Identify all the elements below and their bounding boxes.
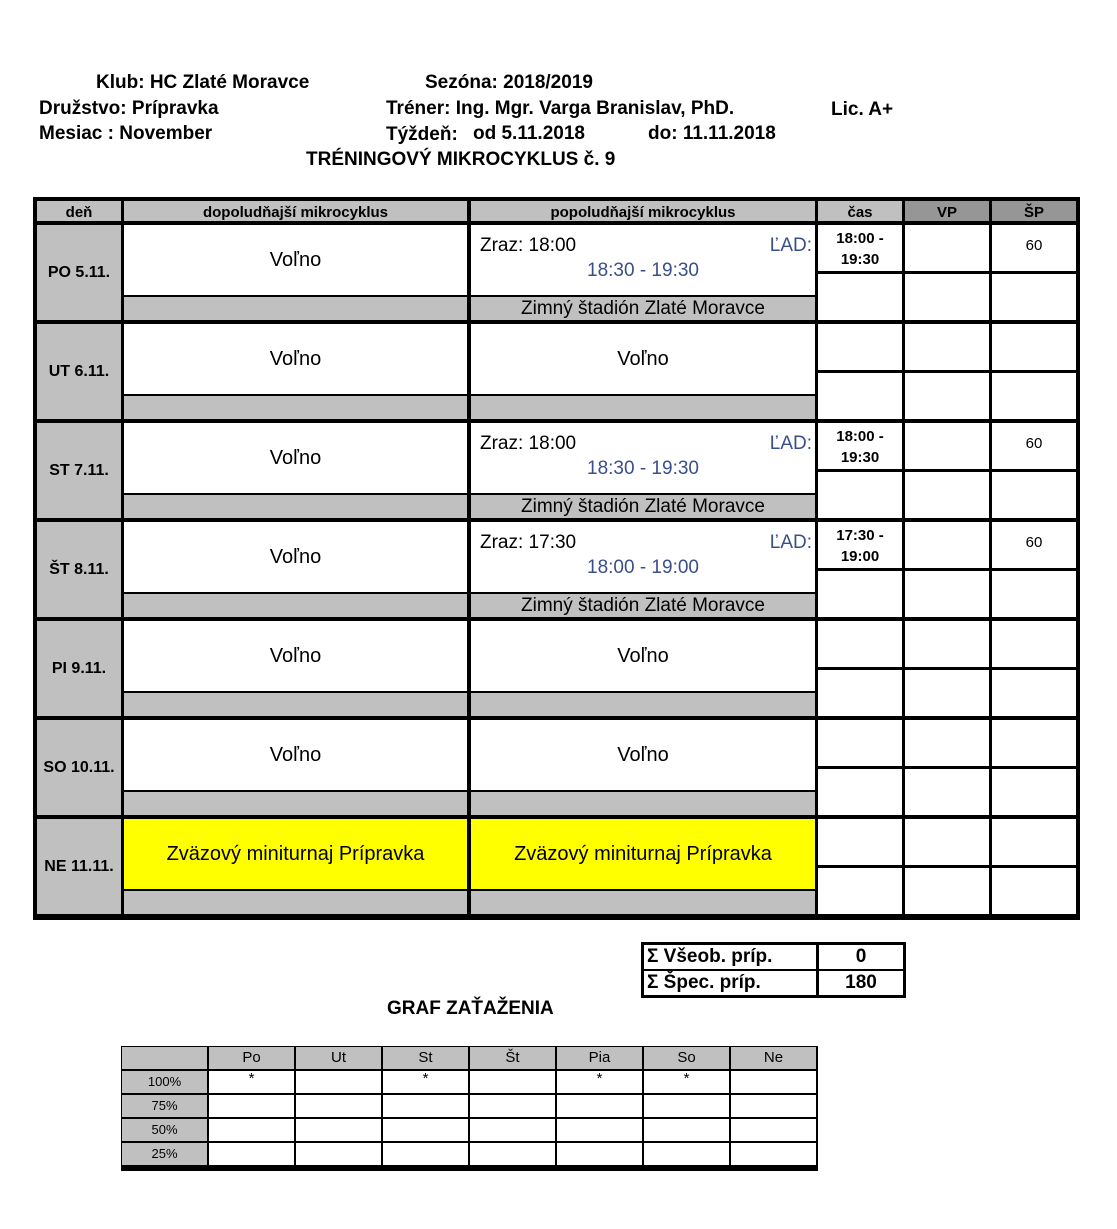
load-mark-cell	[383, 1095, 468, 1117]
vp-cell-lower	[905, 670, 989, 716]
load-day-header: Po	[209, 1047, 294, 1069]
load-mark-cell	[557, 1095, 642, 1117]
season-line	[425, 72, 593, 94]
morning-footer	[124, 594, 467, 617]
time-cell-lower	[818, 670, 902, 716]
venue-name: Zimný štadión Zlaté Moravce	[471, 495, 815, 518]
team-line	[39, 98, 219, 120]
afternoon-footer	[471, 891, 815, 914]
load-chart-corner	[122, 1047, 207, 1069]
vp-cell	[905, 621, 989, 667]
day-label: PI 9.11.	[37, 621, 121, 716]
sp-cell: 60	[992, 423, 1076, 469]
load-day-header: Ne	[731, 1047, 816, 1069]
load-mark-cell	[209, 1119, 294, 1141]
sp-cell: 60	[992, 522, 1076, 568]
time-cell	[818, 225, 902, 271]
day-label: UT 6.11.	[37, 324, 121, 419]
page-title: TRÉNINGOVÝ MIKROCYKLUS č. 9	[306, 149, 616, 170]
morning-footer	[124, 693, 467, 716]
afternoon-activity: Voľno	[471, 621, 815, 691]
vp-cell-lower	[905, 868, 989, 914]
load-mark-cell	[296, 1143, 381, 1165]
load-mark-cell: *	[644, 1071, 729, 1093]
coach-label: Tréner:	[386, 98, 451, 119]
week-label: Týždeň:	[386, 124, 458, 145]
time-cell	[818, 621, 902, 667]
venue-name: Zimný štadión Zlaté Moravce	[471, 297, 815, 320]
afternoon-footer	[471, 693, 815, 716]
load-mark-cell	[731, 1071, 816, 1093]
day-label: ŠT 8.11.	[37, 522, 121, 617]
afternoon-activity: Voľno	[471, 324, 815, 394]
totals-box	[641, 942, 906, 998]
afternoon-activity: Voľno	[471, 720, 815, 790]
load-day-header: St	[383, 1047, 468, 1069]
day-label: PO 5.11.	[37, 225, 121, 320]
load-mark-cell: *	[557, 1071, 642, 1093]
load-level-label: 25%	[122, 1143, 207, 1165]
time-start: 17:30 -	[836, 527, 884, 544]
time-cell-lower	[818, 769, 902, 815]
load-day-header: Pia	[557, 1047, 642, 1069]
day-label: SO 10.11.	[37, 720, 121, 815]
week-from: od 5.11.2018	[473, 123, 585, 144]
load-mark-cell	[731, 1143, 816, 1165]
vp-cell-lower	[905, 373, 989, 419]
morning-footer	[124, 297, 467, 320]
time-cell	[818, 522, 902, 568]
vp-cell	[905, 522, 989, 568]
load-mark-cell	[209, 1143, 294, 1165]
load-day-header: Št	[470, 1047, 555, 1069]
load-mark-cell	[644, 1143, 729, 1165]
sp-cell-lower	[992, 472, 1076, 518]
meeting-time: Zraz: 18:00	[480, 433, 577, 454]
season-value: 2018/2019	[503, 72, 593, 93]
time-cell-lower	[818, 571, 902, 617]
team-value: Prípravka	[131, 98, 219, 119]
morning-activity: Zväzový miniturnaj Prípravka	[124, 819, 467, 889]
total-special-value: 180	[819, 971, 903, 995]
total-general-value: 0	[819, 945, 903, 969]
time-start: 18:00 -	[836, 230, 884, 247]
load-level-label: 75%	[122, 1095, 207, 1117]
load-mark-cell	[383, 1143, 468, 1165]
vp-cell-lower	[905, 769, 989, 815]
club-label: Klub:	[96, 72, 145, 93]
meeting-time: Zraz: 18:00	[480, 235, 577, 256]
sp-cell-lower	[992, 373, 1076, 419]
sp-cell	[992, 720, 1076, 766]
ice-label: ĽAD:	[769, 433, 812, 454]
total-general-label: Σ Všeob. príp.	[644, 945, 816, 969]
morning-footer	[124, 396, 467, 419]
col-header-day: deň	[37, 201, 121, 221]
load-mark-cell	[644, 1119, 729, 1141]
month-line	[39, 123, 212, 145]
morning-activity: Voľno	[124, 621, 467, 691]
sp-cell-lower	[992, 670, 1076, 716]
afternoon-footer	[471, 792, 815, 815]
load-mark-cell	[383, 1119, 468, 1141]
load-mark-cell	[557, 1119, 642, 1141]
load-chart-title: GRAF ZAŤAŽENIA	[387, 998, 554, 1019]
sp-cell: 60	[992, 225, 1076, 271]
month-value: November	[119, 123, 213, 144]
time-start: 18:00 -	[836, 428, 884, 445]
vp-cell	[905, 324, 989, 370]
total-special-label: Σ Špec. príp.	[644, 971, 816, 995]
load-mark-cell: *	[383, 1071, 468, 1093]
load-mark-cell	[296, 1119, 381, 1141]
week-to: do: 11.11.2018	[648, 123, 776, 144]
ice-time-range: 18:30 - 19:30	[587, 458, 699, 479]
afternoon-activity: Zväzový miniturnaj Prípravka	[471, 819, 815, 889]
afternoon-session	[471, 225, 815, 295]
vp-cell-lower	[905, 274, 989, 320]
load-mark-cell: *	[209, 1071, 294, 1093]
ice-label: ĽAD:	[769, 532, 812, 553]
ice-label: ĽAD:	[769, 235, 812, 256]
load-chart-table	[121, 1046, 818, 1171]
col-header-time: čas	[818, 201, 902, 221]
time-end: 19:30	[840, 251, 880, 268]
load-mark-cell	[557, 1143, 642, 1165]
morning-footer	[124, 891, 467, 914]
sp-cell-lower	[992, 868, 1076, 914]
month-label: Mesiac :	[39, 123, 114, 144]
afternoon-footer	[471, 396, 815, 419]
morning-activity: Voľno	[124, 225, 467, 295]
schedule-table	[33, 197, 1080, 920]
load-mark-cell	[470, 1143, 555, 1165]
morning-activity: Voľno	[124, 324, 467, 394]
morning-activity: Voľno	[124, 522, 467, 592]
load-day-header: Ut	[296, 1047, 381, 1069]
afternoon-session	[471, 522, 815, 592]
day-label: NE 11.11.	[37, 819, 121, 914]
team-label: Družstvo:	[39, 98, 127, 119]
sp-cell	[992, 324, 1076, 370]
morning-activity: Voľno	[124, 423, 467, 493]
season-label: Sezóna:	[425, 72, 498, 93]
load-mark-cell	[470, 1119, 555, 1141]
time-cell-lower	[818, 868, 902, 914]
load-mark-cell	[209, 1095, 294, 1117]
col-header-sp: ŠP	[992, 201, 1076, 221]
sp-cell-lower	[992, 274, 1076, 320]
club-value: HC Zlaté Moravce	[149, 72, 310, 93]
morning-footer	[124, 792, 467, 815]
vp-cell	[905, 225, 989, 271]
load-day-header: So	[644, 1047, 729, 1069]
load-mark-cell	[296, 1095, 381, 1117]
sp-cell-lower	[992, 571, 1076, 617]
vp-cell-lower	[905, 571, 989, 617]
col-header-vp: VP	[905, 201, 989, 221]
col-header-afternoon: popoludňajší mikrocyklus	[471, 201, 815, 221]
vp-cell-lower	[905, 472, 989, 518]
club-line	[96, 72, 309, 94]
coach-line	[386, 98, 734, 120]
time-cell-lower	[818, 472, 902, 518]
load-level-label: 50%	[122, 1119, 207, 1141]
load-mark-cell	[296, 1071, 381, 1093]
sp-cell	[992, 621, 1076, 667]
venue-name: Zimný štadión Zlaté Moravce	[471, 594, 815, 617]
time-end: 19:30	[840, 449, 880, 466]
time-cell-lower	[818, 373, 902, 419]
load-mark-cell	[731, 1095, 816, 1117]
day-label: ST 7.11.	[37, 423, 121, 518]
license: Lic. A+	[831, 99, 894, 120]
coach-value: Ing. Mgr. Varga Branislav, PhD.	[455, 98, 735, 119]
col-header-morning: dopoludňajší mikrocyklus	[124, 201, 467, 221]
time-cell	[818, 423, 902, 469]
afternoon-session	[471, 423, 815, 493]
time-cell	[818, 324, 902, 370]
ice-time-range: 18:30 - 19:30	[587, 260, 699, 281]
time-cell-lower	[818, 274, 902, 320]
load-mark-cell	[470, 1095, 555, 1117]
vp-cell	[905, 819, 989, 865]
meeting-time: Zraz: 17:30	[480, 532, 577, 553]
sp-cell-lower	[992, 769, 1076, 815]
load-level-label: 100%	[122, 1071, 207, 1093]
vp-cell	[905, 423, 989, 469]
load-mark-cell	[731, 1119, 816, 1141]
load-mark-cell	[644, 1095, 729, 1117]
time-end: 19:00	[840, 548, 880, 565]
sp-cell	[992, 819, 1076, 865]
vp-cell	[905, 720, 989, 766]
load-mark-cell	[470, 1071, 555, 1093]
morning-activity: Voľno	[124, 720, 467, 790]
time-cell	[818, 819, 902, 865]
time-cell	[818, 720, 902, 766]
ice-time-range: 18:00 - 19:00	[587, 557, 699, 578]
morning-footer	[124, 495, 467, 518]
